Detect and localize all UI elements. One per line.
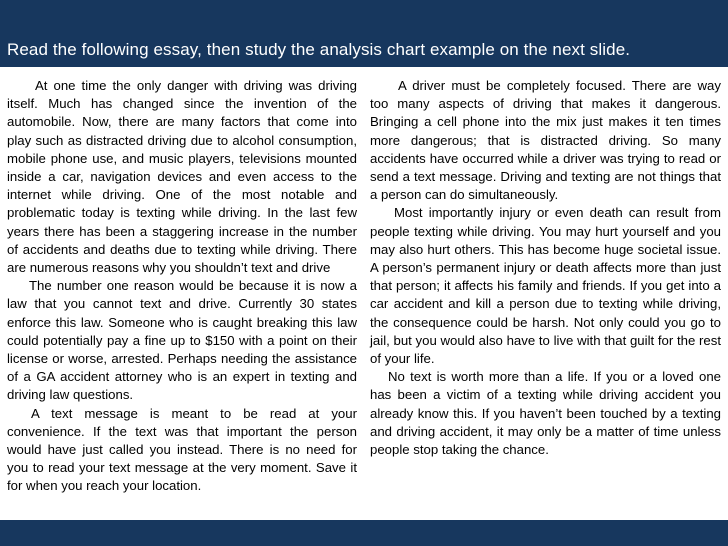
footer-bar bbox=[0, 520, 728, 546]
essay-paragraph-convenience: A text message is meant to be read at your convenience. If the text was that important the person would have just called you instead. There is no need for you to read your text message at the very moment. Save it for when you reach your location. bbox=[7, 405, 357, 494]
slide-title: Read the following essay, then study the analysis chart example on the next slide. bbox=[7, 40, 631, 59]
essay-left-column bbox=[7, 77, 357, 496]
essay-paragraph-conclusion: No text is worth more than a life. If you or a loved one has been a victim of a texting while driving accident you already know this. If you haven’t been touched by a texting and driving accident, it may only be a matter of time unless people stop taking the chance. bbox=[370, 369, 721, 458]
essay-paragraph-focus: A driver must be completely focused. There are way too many aspects of driving that makes it dangerous. Bringing a cell phone into the mix just makes it ten times more dangerous; that is distracted driving. So many accidents have occurred while a driver was trying to read or send a text message. Driving and texting are not things that a person can do simultaneously. bbox=[370, 78, 721, 203]
essay-right-column bbox=[370, 77, 721, 459]
essay-paragraph-intro: At one time the only danger with driving was driving itself. Much has changed since the invention of the automobile. Now, there are many factors that come into play such as distracted driving due to alcohol consumption, mobile phone use, and music players, televisions mounted inside a car, navigation devices and even access to the internet while driving. One of the most notable and problematic today is texting while driving. In the last few years there has been a staggering increase in the number of accidents and deaths due to texting while driving. There are numerous reasons why you shouldn’t text and drive bbox=[7, 78, 357, 276]
title-bar bbox=[0, 0, 728, 67]
essay-paragraph-law: The number one reason would be because it is now a law that you cannot text and drive. Currently 30 states enforce this law. Someone who is caught breaking this law could potentially pay a fine up to $150 with a point on their license or worse, arrested. Perhaps needing the assistance of a GA accident attorney who is an expert in texting and driving law questions. bbox=[7, 278, 357, 403]
essay-paragraph-injury: Most importantly injury or even death can result from people texting while driving. You may hurt yourself and you may also hurt others. This has become huge societal issue. A person’s permanent injury or death affects more than just that person; it affects his family and friends. If you get into a car accident and kill a person due to texting while driving, the consequence could be harsh. Not only could you go to jail, but you would also have to live with that guilt for the rest of your life. bbox=[370, 205, 721, 367]
